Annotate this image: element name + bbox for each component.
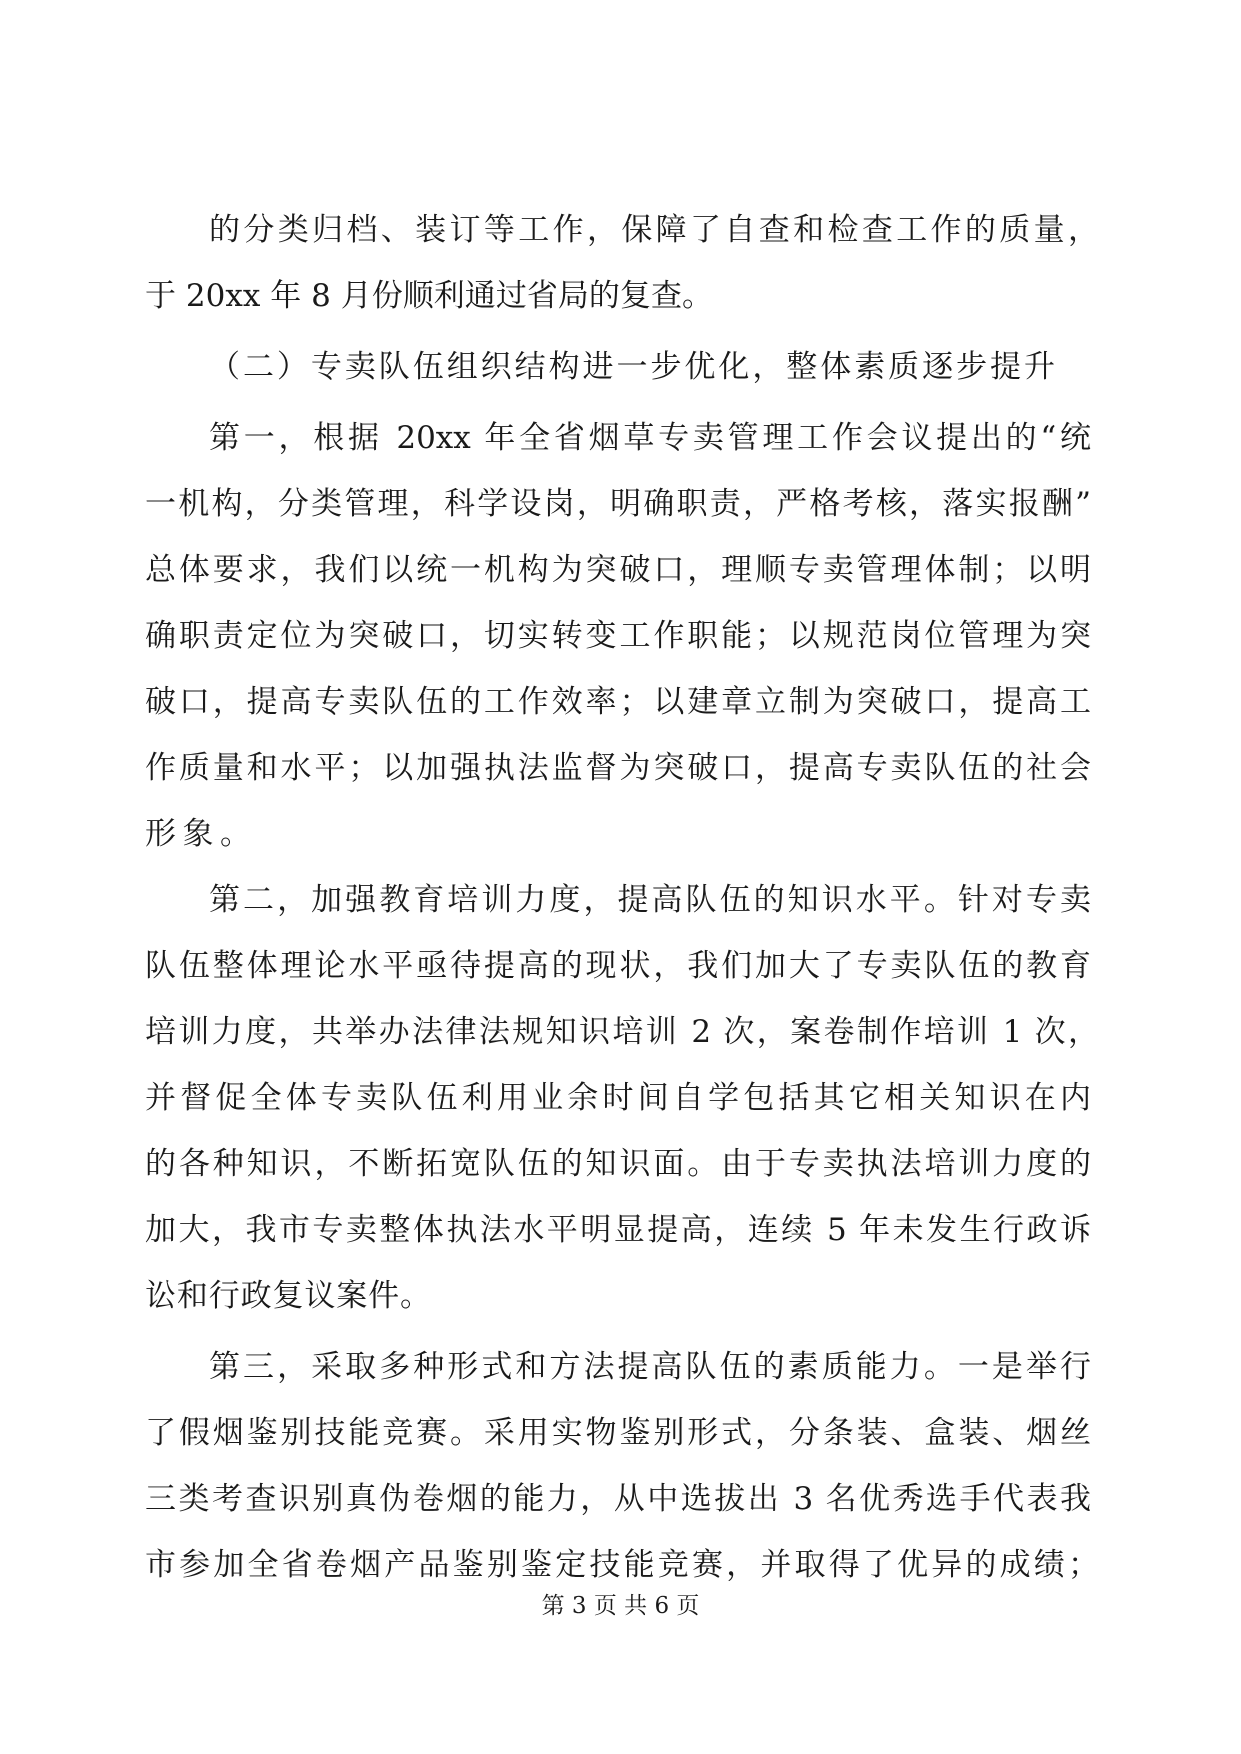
text-line: 培训力度，共举办法律法规知识培训 2 次，案卷制作培训 1 次， xyxy=(145,1014,1099,1050)
text-line: 队伍整体理论水平亟待提高的现状，我们加大了专卖队伍的教育 xyxy=(145,948,1091,984)
text-line: 作质量和水平；以加强执法监督为突破口，提高专卖队伍的社会 xyxy=(145,750,1091,786)
text-line: 确职责定位为突破口，切实转变工作职能；以规范岗位管理为突 xyxy=(145,618,1091,654)
section-heading: （二）专卖队伍组织结构进一步优化，整体素质逐步提升 xyxy=(209,349,1055,385)
text-line: 并督促全体专卖队伍利用业余时间自学包括其它相关知识在内 xyxy=(145,1080,1091,1116)
text-line: 讼和行政复议案件。 xyxy=(145,1278,431,1314)
text-line: 一机构，分类管理，科学设岗，明确职责，严格考核，落实报酬” xyxy=(145,486,1091,522)
text-line: 于 20xx 年 8 月份顺利通过省局的复查。 xyxy=(145,278,713,314)
text-line: 的分类归档、装订等工作，保障了自查和检查工作的质量， xyxy=(209,212,1099,248)
text-line: 总体要求，我们以统一机构为突破口，理顺专卖管理体制；以明 xyxy=(145,552,1091,588)
text-line: 第二，加强教育培训力度，提高队伍的知识水平。针对专卖 xyxy=(209,882,1091,918)
text-line: 第三，采取多种形式和方法提高队伍的素质能力。一是举行 xyxy=(209,1349,1091,1385)
text-line: 破口，提高专卖队伍的工作效率；以建章立制为突破口，提高工 xyxy=(145,684,1091,720)
text-line: 三类考查识别真伪卷烟的能力，从中选拔出 3 名优秀选手代表我 xyxy=(145,1481,1091,1517)
text-line: 了假烟鉴别技能竞赛。采用实物鉴别形式，分条装、盒装、烟丝 xyxy=(145,1415,1091,1451)
text-line: 形象。 xyxy=(145,816,251,852)
text-line: 第一，根据 20xx 年全省烟草专卖管理工作会议提出的“统 xyxy=(209,420,1091,456)
text-line: 市参加全省卷烟产品鉴别鉴定技能竞赛，并取得了优异的成绩； xyxy=(145,1547,1099,1583)
text-line: 加大，我市专卖整体执法水平明显提高，连续 5 年未发生行政诉 xyxy=(145,1212,1091,1248)
text-line: 的各种知识，不断拓宽队伍的知识面。由于专卖执法培训力度的 xyxy=(145,1146,1091,1182)
page-number-footer: 第 3 页 共 6 页 xyxy=(541,1593,700,1619)
